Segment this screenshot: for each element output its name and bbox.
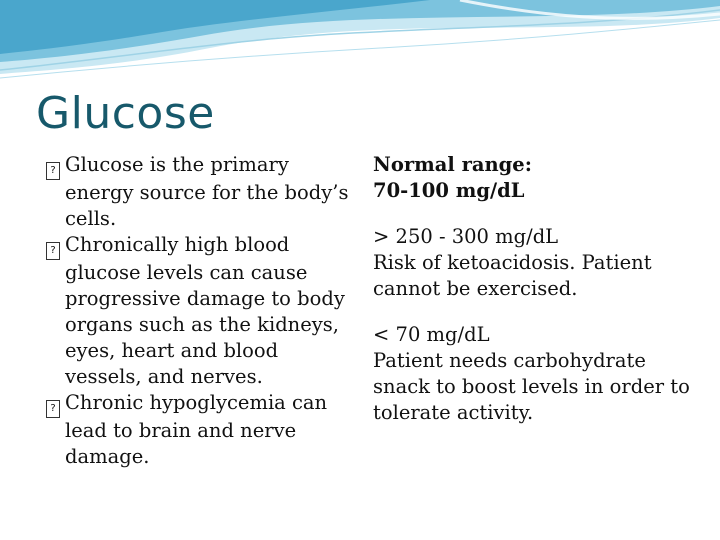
low-range-value: < 70 mg/dL: [373, 323, 490, 346]
bullet-icon: ?: [46, 400, 60, 418]
high-range-block: [373, 224, 693, 302]
bullet-text: Glucose is the primary energy source for the body’s cells.: [65, 153, 349, 230]
header-wave-decoration: [0, 0, 720, 90]
normal-range-heading: Normal range:: [373, 153, 532, 176]
low-range-block: [373, 322, 693, 426]
left-bullet-list: [46, 152, 356, 470]
bullet-item: [46, 390, 356, 470]
high-range-note: Risk of ketoacidosis. Patient cannot be exercised.: [373, 251, 652, 300]
bullet-item: [46, 232, 356, 390]
bullet-icon: ?: [46, 162, 60, 180]
high-range-value: > 250 - 300 mg/dL: [373, 225, 559, 248]
bullet-text: Chronic hypoglycemia can lead to brain and nerve damage.: [65, 391, 328, 468]
low-range-note: Patient needs carbohydrate snack to boost levels in order to tolerate activity.: [373, 349, 690, 424]
bullet-item: [46, 152, 356, 232]
bullet-icon: ?: [46, 242, 60, 260]
normal-range-block: [373, 152, 693, 204]
glucose-ranges: [373, 152, 693, 446]
slide-title: Glucose: [36, 88, 215, 139]
bullet-text: Chronically high blood glucose levels can cause progressive damage to body organs such as the kidneys, eyes, heart and blood vessels, and nerves.: [65, 233, 345, 388]
normal-range-value: 70-100 mg/dL: [373, 179, 525, 202]
